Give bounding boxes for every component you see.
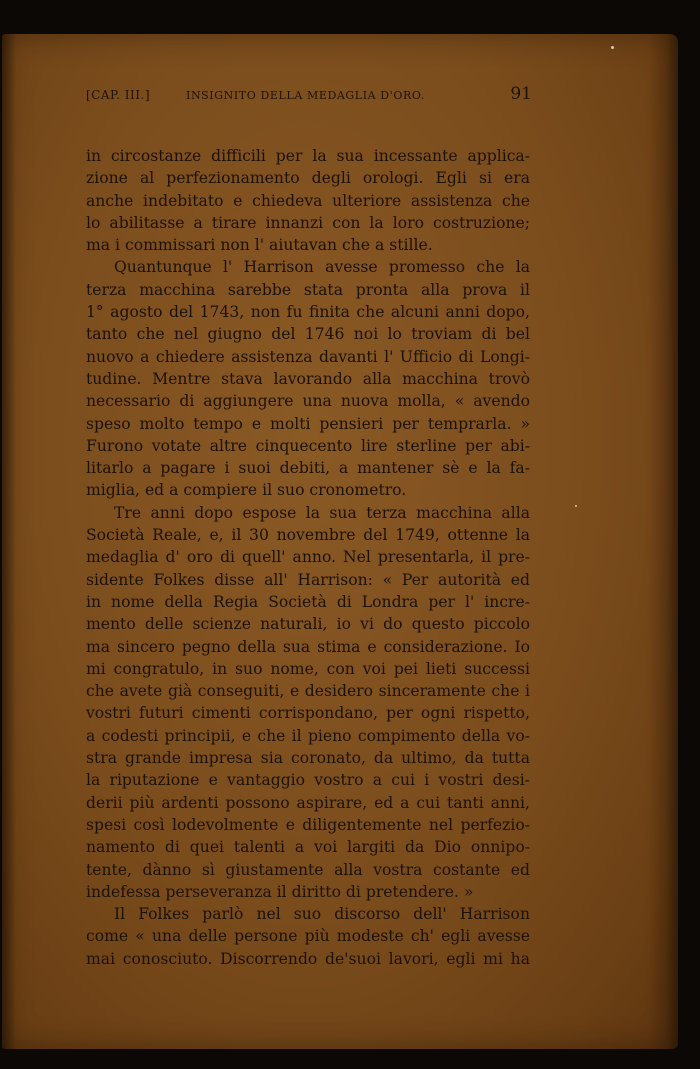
- text-line: in circostanze difficili per la sua incessante applica-: [86, 147, 530, 165]
- page-right-edge: [648, 34, 678, 1049]
- text-line: anche indebitato e chiedeva ulteriore assistenza che: [86, 191, 530, 210]
- text-line: a codesti principii, e che il pieno compimento della vo-: [86, 726, 530, 745]
- header-title: INSIGNITO DELLA MEDAGLIA D'ORO.: [186, 89, 425, 102]
- text-line: zione al perfezionamento degli orologi. Egli si era: [86, 169, 530, 188]
- speck: [575, 505, 577, 507]
- text-line: tente, dànno sì giustamente alla vostra costante ed: [86, 860, 530, 879]
- text-line: mento delle scienze naturali, io vi do questo piccolo: [86, 615, 530, 634]
- text-line: medaglia d' oro di quell' anno. Nel presentarla, il pre-: [86, 548, 530, 567]
- text-line: ma sincero pegno della sua stima e considerazione. Io: [86, 637, 530, 656]
- text-line: litarlo a pagare i suoi debiti, a mantener sè e la fa-: [86, 459, 530, 478]
- text-line: Furono votate altre cinquecento lire sterline per abi-: [86, 436, 530, 455]
- page-left-shadow: [2, 34, 16, 1049]
- text-line: spesi così lodevolmente e diligentemente nel perfezio-: [86, 815, 530, 834]
- text-line: che avete già conseguiti, e desidero sinceramente che i: [86, 682, 530, 701]
- text-line: Tre anni dopo espose la sua terza macchina alla: [114, 503, 530, 522]
- text-line: mai conosciuto. Discorrendo de'suoi lavori, egli mi ha: [86, 949, 530, 968]
- text-line: lo abilitasse a tirare innanzi con la loro costruzione;: [86, 213, 530, 232]
- text-line: namento di quei talenti a voi largiti da Dio onnipo-: [86, 838, 530, 857]
- text-line: mi congratulo, in suo nome, con voi pei lieti successi: [86, 659, 530, 678]
- text-line: stra grande impresa sia coronato, da ultimo, da tutta: [86, 749, 530, 768]
- text-line: Quantunque l' Harrison avesse promesso che la: [114, 258, 530, 277]
- text-line: miglia, ed a compiere il suo cronometro.: [86, 481, 407, 500]
- speck: [611, 46, 614, 49]
- text-line: indefessa perseveranza il diritto di pretendere. »: [86, 882, 474, 901]
- running-header: [86, 84, 532, 108]
- text-line: nuovo a chiedere assistenza davanti l' Ufficio di Longi-: [86, 347, 530, 366]
- text-line: tanto che nel giugno del 1746 noi lo troviam di bel: [86, 325, 530, 344]
- page-number: 91: [510, 84, 532, 104]
- text-line: la riputazione e vantaggio vostro a cui i vostri desi-: [86, 771, 530, 790]
- text-line: in nome della Regia Società di Londra per l' incre-: [86, 592, 530, 611]
- text-line: ma i commissari non l' aiutavan che a stille.: [86, 236, 433, 255]
- text-line: derii più ardenti possono aspirare, ed a cui tanti anni,: [86, 793, 530, 812]
- text-line: come « una delle persone più modeste ch' egli avesse: [86, 927, 530, 946]
- body-text: [86, 145, 530, 970]
- text-line: Società Reale, e, il 30 novembre del 1749, ottenne la: [86, 526, 530, 545]
- text-line: tudine. Mentre stava lavorando alla macchina trovò: [86, 369, 530, 388]
- text-line: sidente Folkes disse all' Harrison: « Per autorità ed: [86, 570, 530, 589]
- text-line: speso molto tempo e molti pensieri per temprarla. »: [86, 414, 530, 433]
- chapter-label: [CAP. III.]: [86, 88, 151, 102]
- text-line: terza macchina sarebbe stata pronta alla prova il: [86, 280, 530, 299]
- text-line: 1° agosto del 1743, non fu finita che alcuni anni dopo,: [86, 303, 530, 322]
- text-line: vostri futuri cimenti corrispondano, per ogni rispetto,: [86, 704, 530, 723]
- text-line: necessario di aggiungere una nuova molla, « avendo: [86, 392, 530, 411]
- text-line: Il Folkes parlò nel suo discorso dell' Harrison: [114, 905, 530, 924]
